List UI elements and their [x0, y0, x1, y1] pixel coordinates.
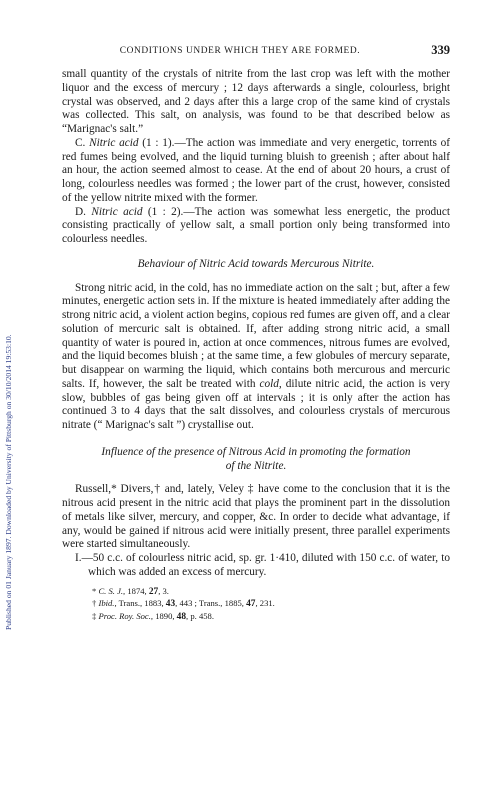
running-title: CONDITIONS UNDER WHICH THEY ARE FORMED.	[119, 46, 361, 56]
paragraph-experiment-c: C. Nitric acid (1 : 1).—The action was immediate and very energetic, torrents of red fumes being evolved, and the liquid turning bluish to greenish ; after about half an hour, the action seemed almost to cease. At the end of about 20 hours, a crust of long, colourless needles was formed ; the lower part of the crust, however, consisted of the yellow nitrite mixed with the former.	[62, 136, 451, 204]
paragraph-influence: Russell,* Divers,† and, lately, Veley ‡ have come to the conclusion that it is the nitrous acid present in the nitric acid that plays the prominent part in the dissolution of metals like silver, mercury, and copper, &c. In order to decide what advantage, if any, would be gained if nitrous acid were initially present, three parallel experiments were started simultaneously.	[62, 483, 450, 551]
download-watermark: Published on 01 January 1897. Downloaded by University of Pittsburgh on 30/10/2014 19:53:10.	[4, 334, 13, 630]
footnote: * C. S. J., 1874, 27, 3.	[92, 585, 169, 597]
nitric-acid-label: Nitric acid	[91, 205, 143, 218]
paragraph-behaviour: Strong nitric acid, in the cold, has no immediate action on the salt ; but, after a few minutes, energetic action sets in. If the mixture is heated immediately after adding the strong nitric acid, a violent action begins, copious red fumes are given off, and a clear solution of mercuric salt is obtained. If, after adding strong nitric acid, a small quantity of water is poured in, action at once commences, nitrous fumes are evolved, and the liquid becomes bluish ; at the same time, a few globules of mercury separate, but disappear on warming the liquid, which contains both mercurous and mercuric salts. If, however, the salt be treated with cold, dilute nitric acid, the action is very slow, bubbles of gas being given off at intervals ; it is only after the action has continued 3 to 4 days that the salt dissolves, and colourless crystals of mercurous nitrate (“ Marignac's salt ”) crystallise out.	[62, 281, 450, 431]
paragraph-continued: small quantity of the crystals of nitrite from the last crop was left with the mother liquor and the excess of mercury ; 12 days afterwards a single, colourless, bright crystal was observed, and 2 days after this a large crop of the same kind of crystals was collected. This salt, on analysis, was found to be that described below as “Marignac's salt.”	[62, 68, 450, 135]
paragraph-experiment-i: I.—50 c.c. of colourless nitric acid, sp. gr. 1·410, diluted with 150 c.c. of water, to which was added an excess of mercury.	[75, 552, 450, 578]
footnotes	[62, 586, 450, 624]
section-heading-behaviour: Behaviour of Nitric Acid towards Mercurous Nitrite.	[137, 257, 375, 270]
page-header	[62, 44, 450, 68]
footnote: † Ibid., Trans., 1883, 43, 443 ; Trans., 1885, 47, 231.	[92, 598, 275, 610]
paragraph-experiment-d: D. Nitric acid (1 : 2).—The action was somewhat less energetic, the product consisting practically of yellow salt, a small portion only being transformed into colourless needles.	[62, 205, 450, 245]
section-heading-influence: Influence of the presence of Nitrous Acid in promoting the formation of the Nitrite.	[101, 445, 411, 472]
page-number: 339	[431, 43, 450, 57]
page	[62, 44, 450, 624]
nitric-acid-label: Nitric acid	[89, 136, 139, 149]
emphasis-cold: cold,	[259, 377, 282, 390]
footnote: ‡ Proc. Roy. Soc., 1890, 48, p. 458.	[92, 611, 214, 623]
